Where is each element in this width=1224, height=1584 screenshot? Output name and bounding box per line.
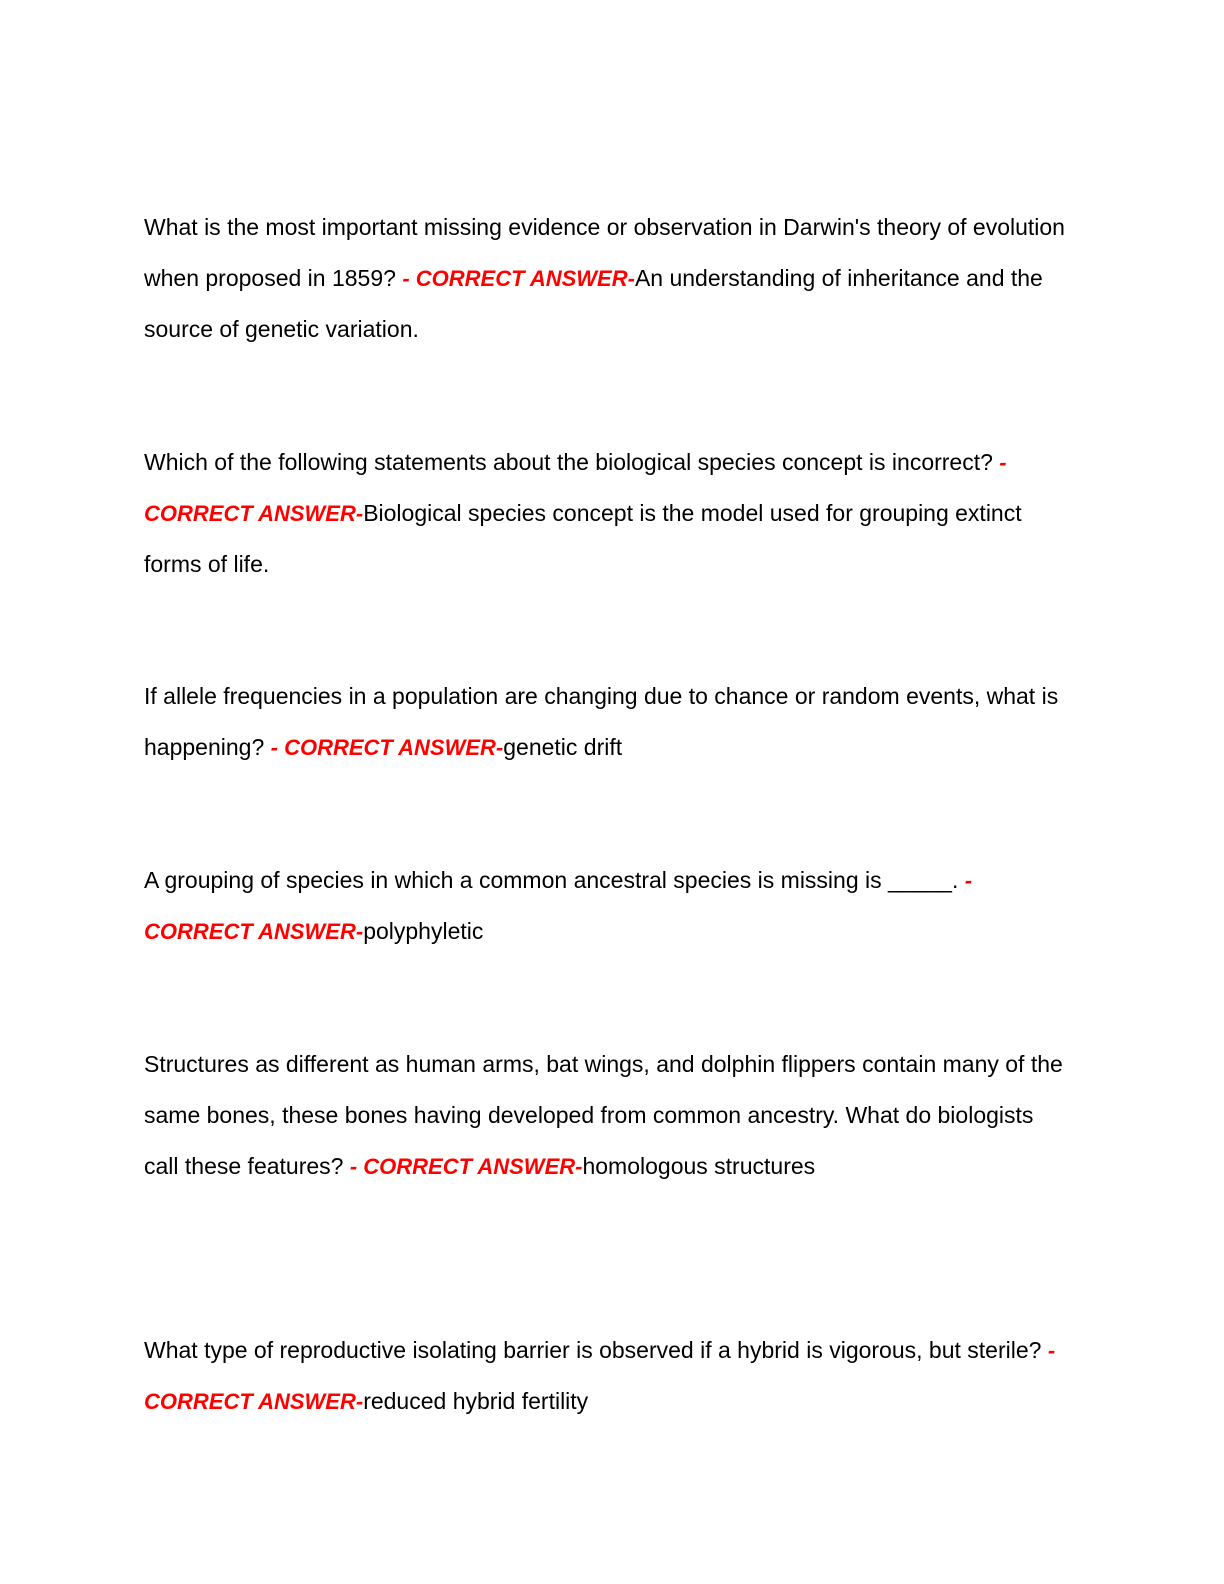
answer-text: genetic drift bbox=[503, 734, 623, 760]
question-text: What is the most important missing evidence or observation in Darwin's theory of evolution when proposed in 1859? bbox=[144, 214, 1065, 291]
answer-text: homologous structures bbox=[582, 1153, 816, 1179]
answer-text: reduced hybrid fertility bbox=[363, 1388, 589, 1414]
qa-item bbox=[144, 202, 1074, 355]
correct-answer-marker: - CORRECT ANSWER- bbox=[349, 1154, 583, 1179]
question-text: Structures as different as human arms, bat wings, and dolphin flippers contain many of the same bones, these bones having developed from common ancestry. What do biologists call these features? bbox=[144, 1051, 1063, 1179]
question-text: If allele frequencies in a population are changing due to chance or random events, what is happening? bbox=[144, 683, 1059, 760]
correct-answer-marker: - CORRECT ANSWER- bbox=[144, 868, 973, 944]
qa-item bbox=[144, 1039, 1074, 1192]
qa-item bbox=[144, 855, 1074, 957]
answer-text: An understanding of inheritance and the source of genetic variation. bbox=[144, 265, 1043, 342]
answer-text: polyphyletic bbox=[363, 918, 484, 944]
qa-item bbox=[144, 671, 1074, 773]
correct-answer-marker: - CORRECT ANSWER- bbox=[144, 1338, 1056, 1414]
correct-answer-marker: - CORRECT ANSWER- bbox=[270, 735, 504, 760]
qa-item bbox=[144, 437, 1074, 590]
answer-text: Biological species concept is the model used for grouping extinct forms of life. bbox=[144, 500, 1022, 577]
correct-answer-marker: - CORRECT ANSWER- bbox=[144, 450, 1007, 526]
question-text: What type of reproductive isolating barrier is observed if a hybrid is vigorous, but sterile? bbox=[144, 1337, 1042, 1363]
correct-answer-marker: - CORRECT ANSWER- bbox=[402, 266, 635, 291]
question-text: A grouping of species in which a common ancestral species is missing is _____. bbox=[144, 867, 959, 893]
qa-item bbox=[144, 1325, 1074, 1427]
question-text: Which of the following statements about the biological species concept is incorrect? bbox=[144, 449, 993, 475]
